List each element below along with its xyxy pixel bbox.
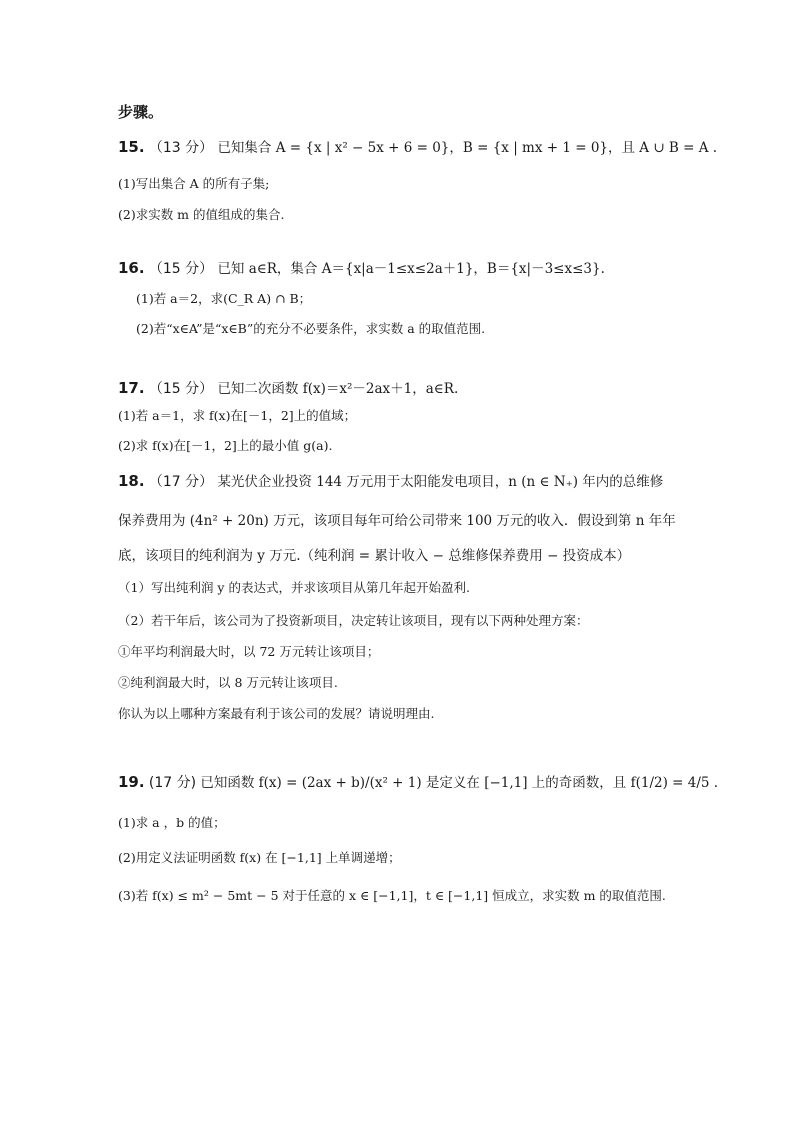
- question-18-part-1: （1）写出纯利润 y 的表达式，并求该项目从第几年起开始盈利.: [118, 580, 470, 595]
- question-text: 已知 a∈R，集合 A＝{x|a－1≤x≤2a＋1}，B＝{x|－3≤x≤3}.: [217, 261, 605, 277]
- steps-heading: 步骤。: [118, 103, 164, 121]
- question-15-part-1: (1)写出集合 A 的所有子集;: [118, 176, 270, 191]
- question-19-part-2: (2)用定义法证明函数 f(x) 在 [−1,1] 上单调递增；: [118, 850, 401, 865]
- question-16-part-2: (2)若“x∈A”是“x∈B”的充分不必要条件，求实数 a 的取值范围.: [136, 321, 486, 336]
- question-19-stem: [118, 773, 718, 792]
- question-17-part-1: (1)若 a＝1，求 f(x)在[－1，2]上的值域；: [118, 408, 357, 423]
- question-18-stem: [118, 472, 663, 491]
- question-18-option-2: ②纯利润最大时，以 8 万元转让该项目.: [118, 675, 338, 690]
- question-18-option-1: ①年平均利润最大时，以 72 万元转让该项目；: [118, 644, 380, 659]
- question-18-line-2: 保养费用为 (4n² + 20n) 万元，该项目每年可给公司带来 100 万元的收入．假设到第 n 年年: [118, 513, 676, 529]
- question-16-part-1: (1)若 a＝2，求(C_R A) ∩ B；: [136, 291, 312, 306]
- question-points: （17 分）: [148, 474, 214, 490]
- question-18-line-3: 底，该项目的纯利润为 y 万元.（纯利润 = 累计收入 − 总维修保养费用 − 投资成本）: [118, 548, 631, 564]
- question-17-stem: [118, 379, 458, 398]
- question-points: （15 分）: [148, 381, 214, 397]
- question-15-stem: [118, 138, 717, 157]
- question-points: (17 分): [148, 775, 197, 791]
- question-points: （15 分）: [148, 261, 214, 277]
- question-points: （13 分）: [148, 140, 214, 156]
- question-15-part-2: (2)求实数 m 的值组成的集合.: [118, 207, 285, 222]
- question-number: 19.: [118, 773, 145, 791]
- question-18-question: 你认为以上哪种方案最有利于该公司的发展？请说明理由.: [118, 706, 435, 721]
- question-16-stem: [118, 259, 605, 278]
- question-17-part-2: (2)求 f(x)在[－1，2]上的最小值 g(a).: [118, 438, 333, 453]
- question-text: 某光伏企业投资 144 万元用于太阳能发电项目，n (n ∈ N₊) 年内的总维修: [217, 474, 664, 490]
- question-19-part-1: (1)求 a ，b 的值；: [118, 815, 226, 830]
- question-number: 17.: [118, 379, 145, 397]
- question-number: 15.: [118, 138, 145, 156]
- question-number: 18.: [118, 472, 145, 490]
- question-18-part-2: （2）若干年后，该公司为了投资新项目，决定转让该项目，现有以下两种处理方案：: [118, 613, 589, 628]
- question-number: 16.: [118, 259, 145, 277]
- question-text: 已知函数 f(x) = (2ax + b)/(x² + 1) 是定义在 [−1,1] 上的奇函数，且 f(1/2) = 4/5 .: [200, 775, 719, 791]
- question-text: 已知二次函数 f(x)＝x²－2ax＋1，a∈R.: [217, 381, 459, 397]
- question-19-part-3: (3)若 f(x) ≤ m² − 5mt − 5 对于任意的 x ∈ [−1,1]，t ∈ [−1,1] 恒成立，求实数 m 的取值范围.: [118, 888, 666, 903]
- question-text: 已知集合 A = {x | x² − 5x + 6 = 0}，B = {x | mx + 1 = 0}，且 A ∪ B = A .: [217, 140, 718, 156]
